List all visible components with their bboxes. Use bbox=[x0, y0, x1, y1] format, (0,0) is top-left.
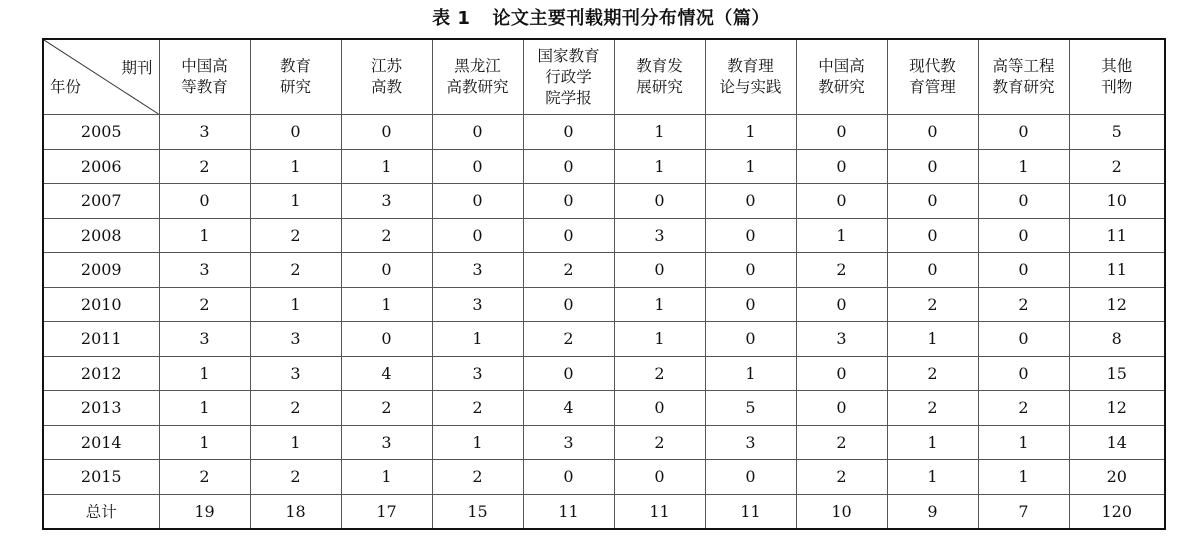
column-header-line: 高等工程 bbox=[992, 57, 1055, 75]
value-cell: 0 bbox=[614, 253, 705, 288]
value-cell: 1 bbox=[341, 149, 432, 184]
column-header-line: 中国高 bbox=[818, 57, 865, 75]
value-cell: 3 bbox=[432, 287, 523, 322]
value-cell: 0 bbox=[978, 322, 1069, 357]
value-cell: 1 bbox=[978, 425, 1069, 460]
value-cell: 1 bbox=[978, 149, 1069, 184]
column-header-line: 研究 bbox=[279, 78, 311, 96]
value-cell: 0 bbox=[978, 253, 1069, 288]
column-header-line: 论与实践 bbox=[719, 78, 782, 96]
column-header-line: 院学报 bbox=[545, 88, 592, 107]
year-cell: 2013 bbox=[43, 391, 159, 426]
value-cell: 20 bbox=[1069, 460, 1165, 495]
value-cell: 14 bbox=[1069, 425, 1165, 460]
value-cell: 2 bbox=[523, 322, 614, 357]
value-cell: 1 bbox=[705, 149, 796, 184]
table-title: 论文主要刊载期刊分布情况（篇） bbox=[492, 8, 770, 29]
value-cell: 0 bbox=[705, 287, 796, 322]
total-cell: 19 bbox=[159, 494, 250, 529]
value-cell: 3 bbox=[341, 184, 432, 219]
value-cell: 3 bbox=[432, 356, 523, 391]
total-cell: 7 bbox=[978, 494, 1069, 529]
column-header-line: 行政学 bbox=[545, 67, 592, 86]
table-body bbox=[43, 115, 1165, 530]
year-cell: 2006 bbox=[43, 149, 159, 184]
table-row bbox=[43, 425, 1165, 460]
distribution-table bbox=[42, 38, 1166, 530]
value-cell: 3 bbox=[159, 115, 250, 150]
total-cell: 10 bbox=[796, 494, 887, 529]
column-header-line: 国家教育 bbox=[537, 46, 600, 65]
year-cell: 2010 bbox=[43, 287, 159, 322]
value-cell: 1 bbox=[614, 115, 705, 150]
value-cell: 0 bbox=[614, 391, 705, 426]
value-cell: 0 bbox=[796, 287, 887, 322]
value-cell: 0 bbox=[705, 218, 796, 253]
column-header-line: 育管理 bbox=[909, 78, 956, 96]
value-cell: 2 bbox=[978, 391, 1069, 426]
column-header-line: 其他 bbox=[1101, 57, 1133, 75]
value-cell: 0 bbox=[523, 460, 614, 495]
value-cell: 2 bbox=[341, 218, 432, 253]
column-header bbox=[159, 39, 250, 115]
header-row bbox=[43, 39, 1165, 115]
value-cell: 0 bbox=[887, 184, 978, 219]
corner-label-journal: 期刊 bbox=[121, 59, 153, 77]
value-cell: 1 bbox=[159, 218, 250, 253]
year-cell: 2007 bbox=[43, 184, 159, 219]
value-cell: 3 bbox=[614, 218, 705, 253]
value-cell: 0 bbox=[796, 115, 887, 150]
table-row bbox=[43, 287, 1165, 322]
value-cell: 12 bbox=[1069, 287, 1165, 322]
value-cell: 1 bbox=[887, 322, 978, 357]
column-header bbox=[887, 39, 978, 115]
table-caption bbox=[0, 6, 1202, 32]
table-row bbox=[43, 391, 1165, 426]
column-header-line: 江苏 bbox=[370, 57, 402, 75]
value-cell: 1 bbox=[250, 184, 341, 219]
value-cell: 0 bbox=[705, 322, 796, 357]
column-header-line: 教育研究 bbox=[992, 78, 1055, 96]
value-cell: 0 bbox=[432, 218, 523, 253]
table-row bbox=[43, 149, 1165, 184]
value-cell: 1 bbox=[705, 115, 796, 150]
total-cell: 9 bbox=[887, 494, 978, 529]
value-cell: 0 bbox=[250, 115, 341, 150]
table-row bbox=[43, 322, 1165, 357]
value-cell: 1 bbox=[250, 425, 341, 460]
year-cell: 2015 bbox=[43, 460, 159, 495]
value-cell: 0 bbox=[523, 149, 614, 184]
total-label: 总计 bbox=[43, 494, 159, 529]
column-header-line: 高教研究 bbox=[446, 78, 509, 96]
column-header-line: 黑龙江 bbox=[454, 57, 501, 75]
column-header-line: 刊物 bbox=[1101, 78, 1133, 96]
value-cell: 0 bbox=[523, 356, 614, 391]
value-cell: 8 bbox=[1069, 322, 1165, 357]
total-row bbox=[43, 494, 1165, 529]
year-cell: 2011 bbox=[43, 322, 159, 357]
column-header bbox=[341, 39, 432, 115]
table-row bbox=[43, 184, 1165, 219]
value-cell: 0 bbox=[614, 460, 705, 495]
value-cell: 0 bbox=[432, 115, 523, 150]
value-cell: 0 bbox=[796, 356, 887, 391]
value-cell: 2 bbox=[796, 460, 887, 495]
value-cell: 0 bbox=[523, 115, 614, 150]
total-cell: 17 bbox=[341, 494, 432, 529]
value-cell: 3 bbox=[159, 253, 250, 288]
value-cell: 2 bbox=[887, 356, 978, 391]
value-cell: 2 bbox=[159, 149, 250, 184]
total-cell: 120 bbox=[1069, 494, 1165, 529]
value-cell: 2 bbox=[887, 287, 978, 322]
column-header bbox=[796, 39, 887, 115]
value-cell: 2 bbox=[1069, 149, 1165, 184]
year-cell: 2014 bbox=[43, 425, 159, 460]
value-cell: 0 bbox=[523, 218, 614, 253]
value-cell: 2 bbox=[614, 425, 705, 460]
value-cell: 0 bbox=[341, 322, 432, 357]
value-cell: 2 bbox=[614, 356, 705, 391]
table-row bbox=[43, 253, 1165, 288]
total-cell: 11 bbox=[614, 494, 705, 529]
value-cell: 2 bbox=[341, 391, 432, 426]
column-header-line: 展研究 bbox=[636, 78, 683, 96]
value-cell: 2 bbox=[250, 218, 341, 253]
value-cell: 1 bbox=[341, 287, 432, 322]
value-cell: 1 bbox=[978, 460, 1069, 495]
value-cell: 0 bbox=[523, 287, 614, 322]
corner-label-year: 年份 bbox=[50, 78, 82, 96]
total-cell: 18 bbox=[250, 494, 341, 529]
column-header bbox=[1069, 39, 1165, 115]
table-number: 表 1 bbox=[432, 8, 471, 29]
column-header-line: 教研究 bbox=[818, 78, 865, 96]
value-cell: 0 bbox=[523, 184, 614, 219]
value-cell: 10 bbox=[1069, 184, 1165, 219]
year-cell: 2008 bbox=[43, 218, 159, 253]
value-cell: 3 bbox=[705, 425, 796, 460]
total-cell: 11 bbox=[705, 494, 796, 529]
value-cell: 1 bbox=[159, 356, 250, 391]
value-cell: 11 bbox=[1069, 218, 1165, 253]
value-cell: 4 bbox=[523, 391, 614, 426]
value-cell: 2 bbox=[159, 460, 250, 495]
value-cell: 2 bbox=[250, 391, 341, 426]
value-cell: 2 bbox=[159, 287, 250, 322]
value-cell: 1 bbox=[432, 425, 523, 460]
value-cell: 0 bbox=[978, 218, 1069, 253]
value-cell: 1 bbox=[432, 322, 523, 357]
value-cell: 11 bbox=[1069, 253, 1165, 288]
value-cell: 0 bbox=[978, 184, 1069, 219]
value-cell: 1 bbox=[159, 425, 250, 460]
value-cell: 2 bbox=[432, 391, 523, 426]
value-cell: 1 bbox=[887, 425, 978, 460]
value-cell: 2 bbox=[250, 460, 341, 495]
value-cell: 0 bbox=[705, 460, 796, 495]
value-cell: 0 bbox=[887, 149, 978, 184]
value-cell: 1 bbox=[887, 460, 978, 495]
value-cell: 0 bbox=[887, 253, 978, 288]
value-cell: 5 bbox=[1069, 115, 1165, 150]
column-header bbox=[978, 39, 1069, 115]
year-cell: 2005 bbox=[43, 115, 159, 150]
value-cell: 2 bbox=[432, 460, 523, 495]
column-header bbox=[523, 39, 614, 115]
value-cell: 1 bbox=[705, 356, 796, 391]
table-row bbox=[43, 218, 1165, 253]
column-header bbox=[432, 39, 523, 115]
value-cell: 12 bbox=[1069, 391, 1165, 426]
value-cell: 4 bbox=[341, 356, 432, 391]
value-cell: 0 bbox=[159, 184, 250, 219]
value-cell: 1 bbox=[796, 218, 887, 253]
value-cell: 1 bbox=[614, 149, 705, 184]
column-header-line: 教育发 bbox=[636, 57, 683, 75]
column-header-line: 教育 bbox=[279, 57, 311, 75]
value-cell: 2 bbox=[250, 253, 341, 288]
column-header-line: 中国高 bbox=[181, 57, 228, 75]
value-cell: 1 bbox=[159, 391, 250, 426]
value-cell: 0 bbox=[887, 115, 978, 150]
value-cell: 0 bbox=[705, 253, 796, 288]
value-cell: 0 bbox=[796, 149, 887, 184]
total-cell: 11 bbox=[523, 494, 614, 529]
value-cell: 3 bbox=[523, 425, 614, 460]
table-row bbox=[43, 115, 1165, 150]
value-cell: 15 bbox=[1069, 356, 1165, 391]
column-header-line: 教育理 bbox=[727, 57, 774, 75]
column-header bbox=[614, 39, 705, 115]
value-cell: 3 bbox=[250, 322, 341, 357]
value-cell: 5 bbox=[705, 391, 796, 426]
value-cell: 1 bbox=[614, 287, 705, 322]
year-cell: 2009 bbox=[43, 253, 159, 288]
column-header bbox=[250, 39, 341, 115]
value-cell: 1 bbox=[341, 460, 432, 495]
value-cell: 2 bbox=[796, 253, 887, 288]
value-cell: 3 bbox=[250, 356, 341, 391]
value-cell: 1 bbox=[614, 322, 705, 357]
column-header-line: 等教育 bbox=[181, 78, 228, 96]
value-cell: 1 bbox=[250, 149, 341, 184]
year-cell: 2012 bbox=[43, 356, 159, 391]
value-cell: 3 bbox=[796, 322, 887, 357]
value-cell: 2 bbox=[796, 425, 887, 460]
value-cell: 3 bbox=[159, 322, 250, 357]
value-cell: 0 bbox=[796, 391, 887, 426]
value-cell: 1 bbox=[250, 287, 341, 322]
value-cell: 0 bbox=[705, 184, 796, 219]
value-cell: 0 bbox=[614, 184, 705, 219]
table-row bbox=[43, 460, 1165, 495]
value-cell: 3 bbox=[341, 425, 432, 460]
value-cell: 0 bbox=[432, 184, 523, 219]
value-cell: 0 bbox=[432, 149, 523, 184]
value-cell: 2 bbox=[978, 287, 1069, 322]
value-cell: 0 bbox=[978, 115, 1069, 150]
column-header bbox=[705, 39, 796, 115]
value-cell: 0 bbox=[341, 253, 432, 288]
table-row bbox=[43, 356, 1165, 391]
value-cell: 0 bbox=[978, 356, 1069, 391]
value-cell: 2 bbox=[523, 253, 614, 288]
total-cell: 15 bbox=[432, 494, 523, 529]
column-header-line: 现代教 bbox=[909, 57, 956, 75]
value-cell: 0 bbox=[796, 184, 887, 219]
value-cell: 0 bbox=[887, 218, 978, 253]
corner-cell bbox=[43, 39, 159, 115]
value-cell: 0 bbox=[341, 115, 432, 150]
value-cell: 3 bbox=[432, 253, 523, 288]
value-cell: 2 bbox=[887, 391, 978, 426]
column-header-line: 高教 bbox=[370, 78, 402, 96]
